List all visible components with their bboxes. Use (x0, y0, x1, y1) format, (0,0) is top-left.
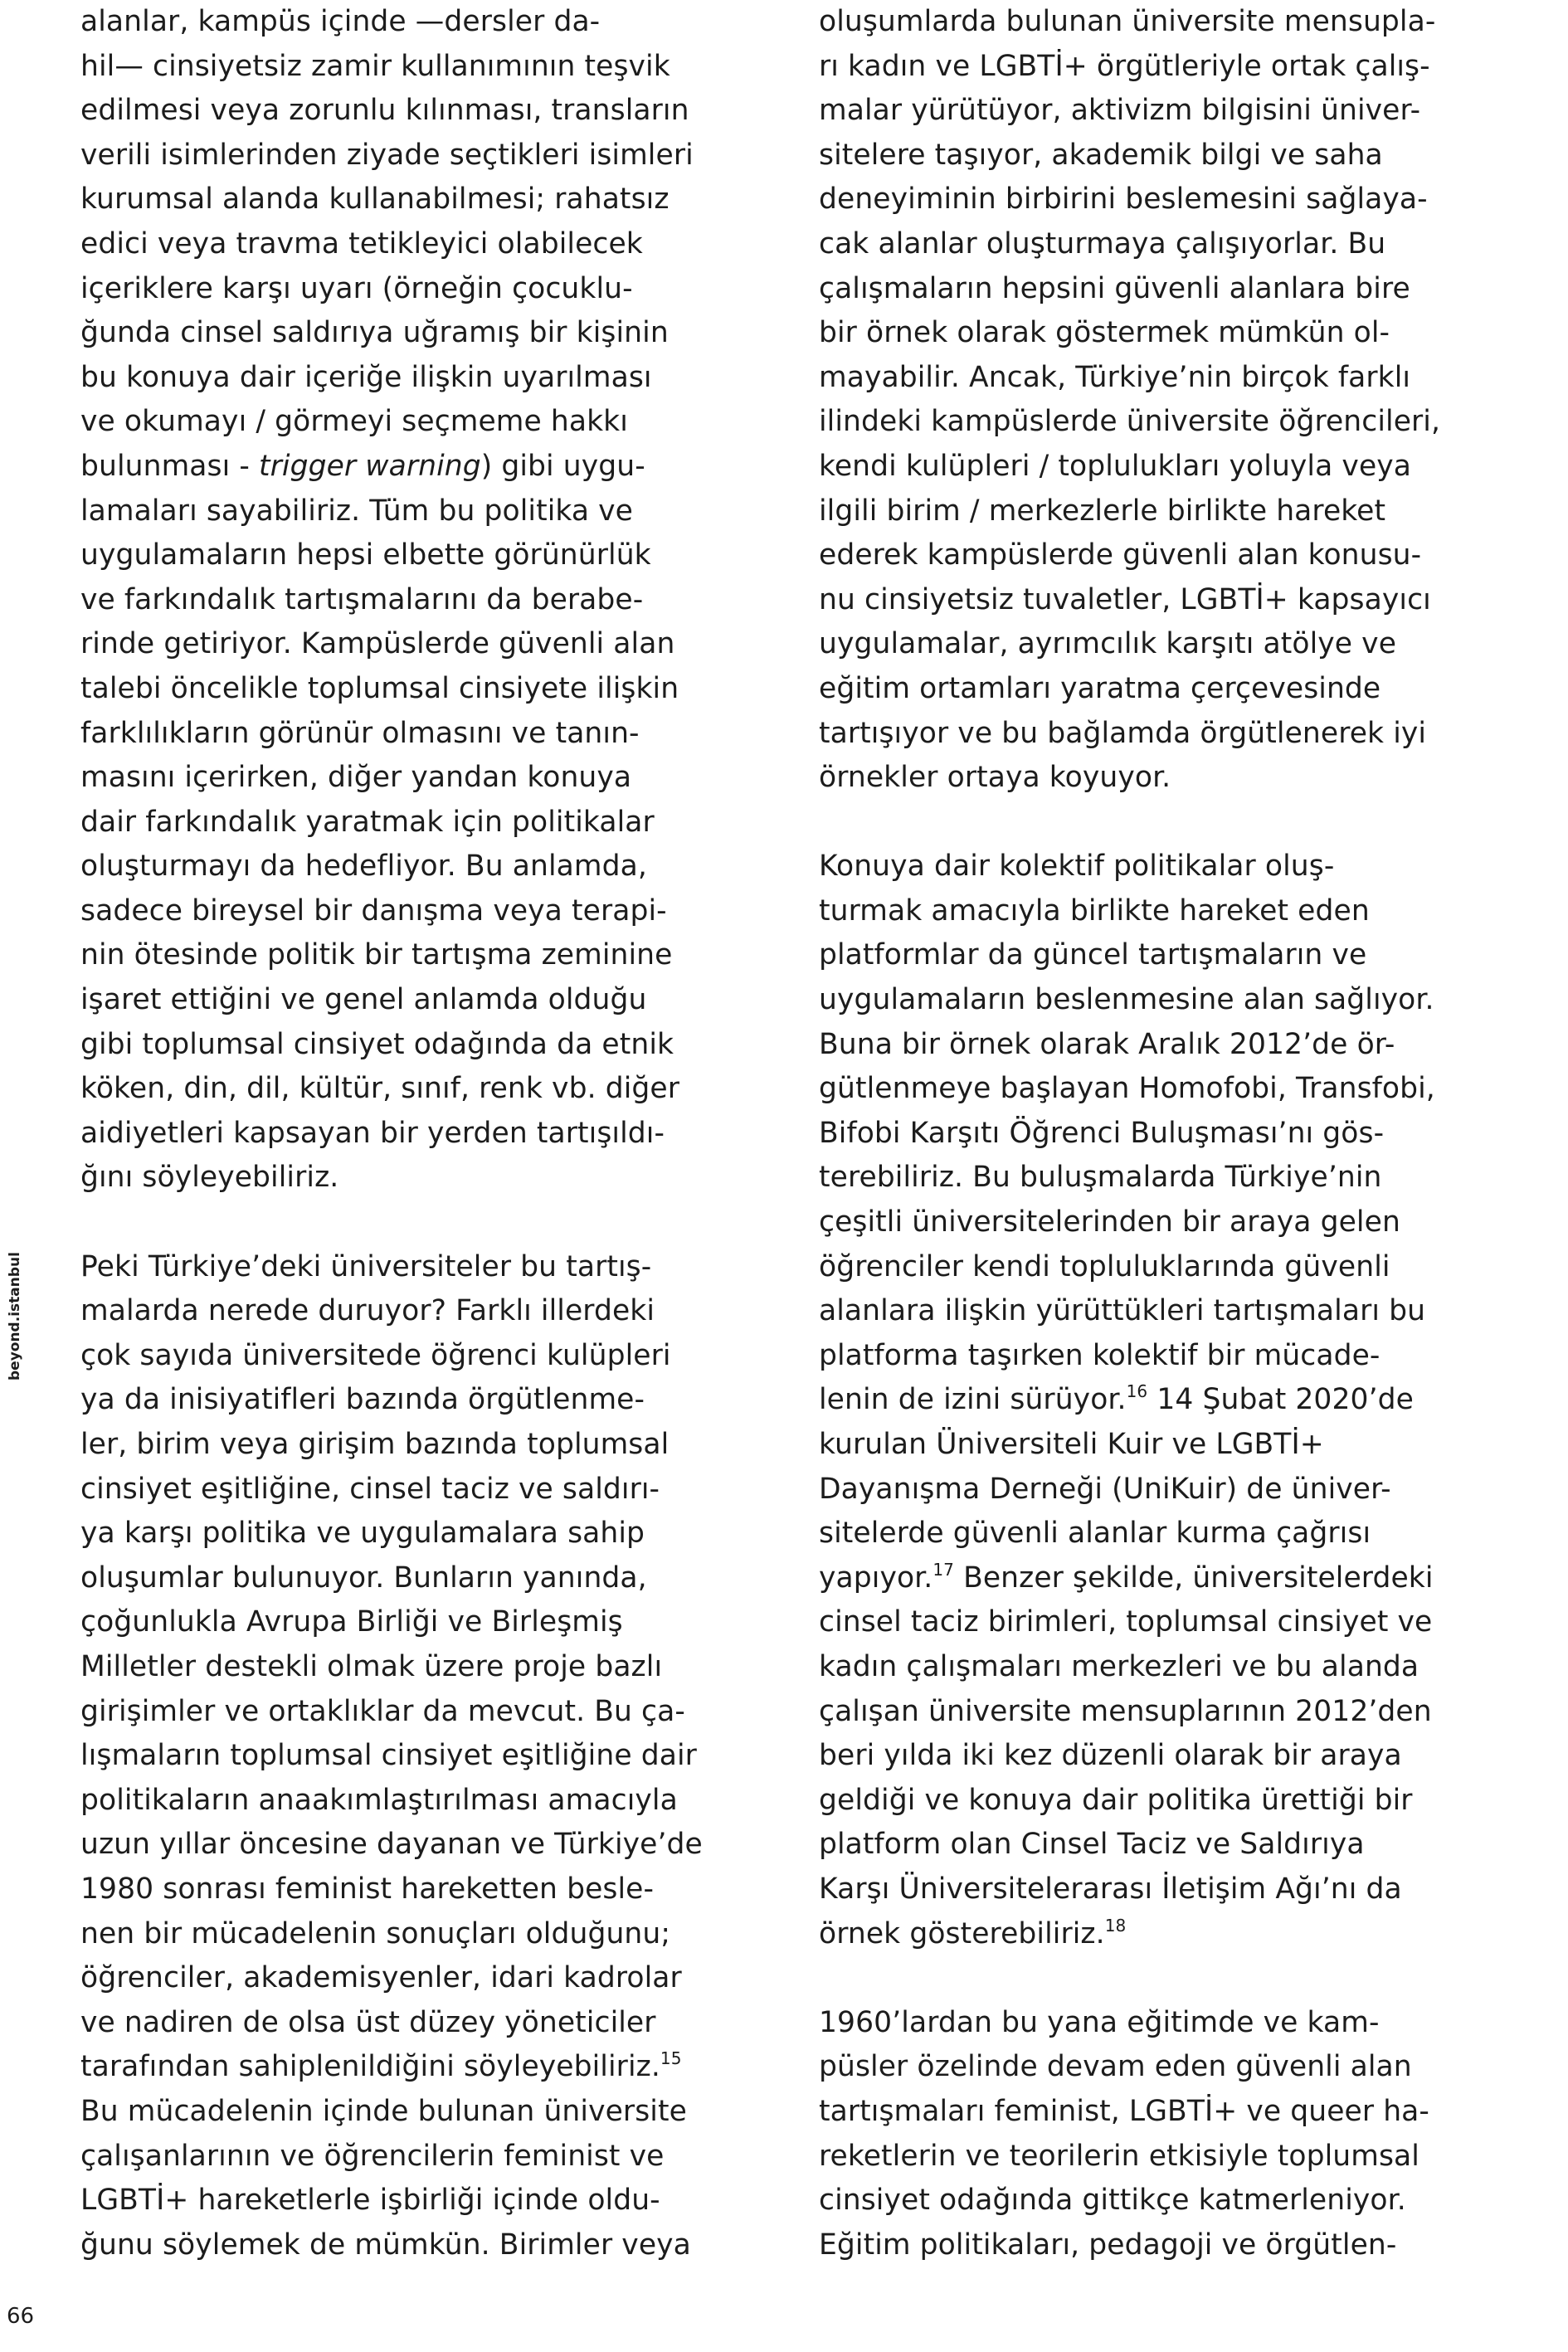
text-line: LGBTİ+ hareketlerle işbirliği içinde oldu- (80, 2184, 660, 2218)
text-line: öğrenciler, akademisyenler, idari kadrolar (80, 1961, 682, 1995)
text-line: Milletler destekli olmak üzere proje bazlı (80, 1649, 663, 1683)
text-line: köken, din, dil, kültür, sınıf, renk vb. diğer (80, 1072, 679, 1106)
text-line-footnote-15 (80, 2045, 794, 2090)
text-line: kurumsal alanda kullanabilmesi; rahatsız (80, 183, 670, 217)
text-line: tartışıyor ve bu bağlamda örgütlenerek iyi (819, 716, 1427, 750)
text-line: edilmesi veya zorunlu kılınması, transların (80, 94, 689, 128)
text-line: rinde getiriyor. Kampüslerde güvenli alan (80, 627, 675, 661)
text-line: beri yılda iki kez düzenli olarak bir araya (819, 1739, 1402, 1773)
text-line: çok sayıda üniversitede öğrenci kulüpleri (80, 1338, 671, 1372)
text-line: nen bir mücadelenin sonuçları olduğunu; (80, 1916, 671, 1950)
text-line: sadece bireysel bir danışma veya terapi- (80, 894, 667, 928)
text-line: püsler özelinde devam eden güvenli alan (819, 2050, 1412, 2084)
text-line: reketlerin ve teorilerin etkisiyle toplumsal (819, 2139, 1419, 2173)
paragraph-gap (819, 801, 1532, 845)
text-line: çalışan üniversite mensuplarının 2012’den (819, 1694, 1432, 1728)
text-line: tartışmaları feminist, LGBTİ+ ve queer ha- (819, 2094, 1429, 2128)
right-column (819, 0, 1532, 2267)
text-line: ve okumayı / görmeyi seçmeme hakkı (80, 405, 628, 439)
text-line: çeşitli üniversitelerinden bir araya gelen (819, 1205, 1400, 1239)
text-line: Bifobi Karşıtı Öğrenci Buluşması’nı gös- (819, 1116, 1385, 1150)
text-line-trigger-warning (80, 445, 794, 489)
text-line: sitelerde güvenli alanlar kurma çağrısı (819, 1517, 1371, 1551)
text-line: lışmaların toplumsal cinsiyet eşitliğine dair (80, 1739, 697, 1773)
text-segment: ) gibi uygu- (480, 449, 645, 483)
text-line: Konuya dair kolektif politikalar oluş- (819, 850, 1335, 884)
text-line: malar yürütüyor, aktivizm bilgisini üniver- (819, 94, 1421, 128)
text-line: cinsel taciz birimleri, toplumsal cinsiyet ve (819, 1605, 1433, 1639)
footnote-marker-18: 18 (1104, 1915, 1127, 1936)
text-line: çalışanlarının ve öğrencilerin feminist ve (80, 2139, 665, 2173)
footnote-marker-15: 15 (660, 2048, 682, 2069)
text-line: Dayanışma Derneği (UniKuir) de üniver- (819, 1472, 1391, 1506)
text-line: kadın çalışmaları merkezleri ve bu alanda (819, 1649, 1419, 1683)
text-line: oluşumlarda bulunan üniversite mensupla- (819, 5, 1436, 38)
text-line: ve farkındalık tartışmalarını da berabe- (80, 582, 644, 616)
text-line: öğrenciler kendi topluluklarında güvenli (819, 1249, 1390, 1283)
text-line: girişimler ve ortaklıklar da mevcut. Bu ça- (80, 1694, 685, 1728)
text-line: cinsiyet odağında gittikçe katmerleniyor. (819, 2184, 1406, 2218)
text-line-footnote-16 (819, 1378, 1532, 1423)
text-line: nu cinsiyetsiz tuvaletler, LGBTİ+ kapsayıcı (819, 582, 1431, 616)
text-line-footnote-18 (819, 1912, 1532, 1957)
text-line: oluşturmayı da hedefliyor. Bu anlamda, (80, 850, 647, 884)
text-line: aidiyetleri kapsayan bir yerden tartışıldı- (80, 1116, 665, 1150)
text-line: rı kadın ve LGBTİ+ örgütleriyle ortak çalış- (819, 49, 1430, 83)
sidebar-label-text: beyond.istanbul (7, 1252, 23, 1381)
text-line: cak alanlar oluşturmaya çalışıyorlar. Bu (819, 226, 1386, 261)
text-line: ilindeki kampüslerde üniversite öğrencileri, (819, 405, 1441, 439)
text-line: deneyiminin birbirini beslemesini sağlaya- (819, 183, 1428, 217)
text-line: ğunu söylemek de mümkün. Birimler veya (80, 2228, 691, 2262)
text-line: mayabilir. Ancak, Türkiye’nin birçok farklı (819, 360, 1411, 394)
text-line: 1980 sonrası feminist hareketten besle- (80, 1872, 655, 1906)
text-line: turmak amacıyla birlikte hareket eden (819, 894, 1370, 928)
text-line: ğunda cinsel saldırıya uğramış bir kişinin (80, 316, 669, 350)
text-line: alanlara ilişkin yürüttükleri tartışmaları bu (819, 1294, 1426, 1328)
text-line: işaret ettiğini ve genel anlamda olduğu (80, 983, 647, 1017)
text-line: cinsiyet eşitliğine, cinsel taciz ve saldırı- (80, 1472, 660, 1506)
text-line: Buna bir örnek olarak Aralık 2012’de ör- (819, 1027, 1395, 1061)
text-line: içeriklere karşı uyarı (örneğin çocuklu- (80, 271, 633, 305)
text-line: Eğitim politikaları, pedagoji ve örgütlen- (819, 2228, 1397, 2262)
text-line: uygulamaların hepsi elbette görünürlük (80, 538, 651, 572)
text-line: terebiliriz. Bu buluşmalarda Türkiye’nin (819, 1161, 1382, 1195)
text-line: hil— cinsiyetsiz zamir kullanımının teşvik (80, 49, 670, 83)
text-line: alanlar, kampüs içinde —dersler da- (80, 5, 601, 38)
text-segment: lenin de izini sürüyor. (819, 1383, 1127, 1417)
text-line: platform olan Cinsel Taciz ve Saldırıya (819, 1828, 1365, 1862)
text-line: 1960’lardan bu yana eğitimde ve kam- (819, 2005, 1380, 2039)
text-line: Karşı Üniversitelerarası İletişim Ağı’nı da (819, 1872, 1402, 1906)
text-line: sitelere taşıyor, akademik bilgi ve saha (819, 138, 1383, 172)
text-line: ilgili birim / merkezlerle birlikte hareket (819, 494, 1386, 528)
text-line: platforma taşırken kolektif bir mücade- (819, 1338, 1381, 1372)
text-line: çalışmaların hepsini güvenli alanlara bire (819, 271, 1410, 305)
text-line: farklılıkların görünür olmasını ve tanın- (80, 716, 640, 750)
text-line: örnekler ortaya koyuyor. (819, 761, 1171, 795)
text-line: malarda nerede duruyor? Farklı illerdeki (80, 1294, 655, 1328)
paragraph-gap (819, 1956, 1532, 2001)
text-line: gütlenmeye başlayan Homofobi, Transfobi, (819, 1072, 1435, 1106)
text-line: masını içerirken, diğer yandan konuya (80, 761, 632, 795)
text-line: ederek kampüslerde güvenli alan konusu- (819, 538, 1422, 572)
text-line-footnote-17 (819, 1556, 1532, 1601)
text-line: verili isimlerinden ziyade seçtikleri isimleri (80, 138, 694, 172)
text-line: politikaların anaakımlaştırılması amacıyla (80, 1783, 678, 1817)
text-line: kendi kulüpleri / toplulukları yoluyla veya (819, 449, 1412, 483)
text-segment: bulunması - (80, 449, 259, 483)
text-line: eğitim ortamları yaratma çerçevesinde (819, 671, 1381, 705)
text-line: talebi öncelikle toplumsal cinsiyete ilişkin (80, 671, 679, 705)
footnote-marker-16: 16 (1126, 1381, 1148, 1402)
text-line: Peki Türkiye’deki üniversiteler bu tartış- (80, 1249, 652, 1283)
text-line: kurulan Üniversiteli Kuir ve LGBTİ+ (819, 1428, 1324, 1461)
text-segment: Benzer şekilde, üniversitelerdeki (954, 1561, 1434, 1595)
text-line: dair farkındalık yaratmak için politikalar (80, 805, 655, 839)
page-number: 66 (7, 2304, 35, 2329)
text-line: uygulamalar, ayrımcılık karşıtı atölye ve (819, 627, 1397, 661)
text-line: Bu mücadelenin içinde bulunan üniversite (80, 2094, 687, 2128)
text-line: ve nadiren de olsa üst düzey yöneticiler (80, 2005, 656, 2039)
text-line: nin ötesinde politik bir tartışma zeminine (80, 938, 673, 972)
text-line: platformlar da güncel tartışmaların ve (819, 938, 1367, 972)
italic-term: trigger warning (258, 449, 481, 483)
sidebar-vertical-label (7, 1223, 27, 1381)
text-segment: yapıyor. (819, 1561, 933, 1595)
text-line: lamaları sayabiliriz. Tüm bu politika ve (80, 494, 634, 528)
text-segment: örnek gösterebiliriz. (819, 1916, 1105, 1950)
text-segment: tarafından sahiplenildiğini söyleyebiliriz. (80, 2050, 660, 2084)
paragraph-gap (80, 1200, 794, 1245)
text-line: bu konuya dair içeriğe ilişkin uyarılması (80, 360, 652, 394)
text-line: uzun yıllar öncesine dayanan ve Türkiye’de (80, 1828, 703, 1862)
left-column (80, 0, 794, 2267)
text-line: bir örnek olarak göstermek mümkün ol- (819, 316, 1390, 350)
text-line: ya karşı politika ve uygulamalara sahip (80, 1517, 645, 1551)
text-line: ya da inisiyatifleri bazında örgütlenme- (80, 1383, 645, 1417)
text-line: uygulamaların beslenmesine alan sağlıyor. (819, 983, 1434, 1017)
text-line: geldiği ve konuya dair politika ürettiği bir (819, 1783, 1413, 1817)
text-line: çoğunlukla Avrupa Birliği ve Birleşmiş (80, 1605, 623, 1639)
text-line: oluşumlar bulunuyor. Bunların yanında, (80, 1561, 647, 1595)
text-line: edici veya travma tetikleyici olabilecek (80, 226, 643, 261)
text-line: ğını söyleyebiliriz. (80, 1161, 339, 1195)
text-line: gibi toplumsal cinsiyet odağında da etnik (80, 1027, 674, 1061)
footnote-marker-17: 17 (933, 1559, 955, 1580)
text-line: ler, birim veya girişim bazında toplumsal (80, 1428, 670, 1461)
text-segment: 14 Şubat 2020’de (1147, 1383, 1414, 1417)
